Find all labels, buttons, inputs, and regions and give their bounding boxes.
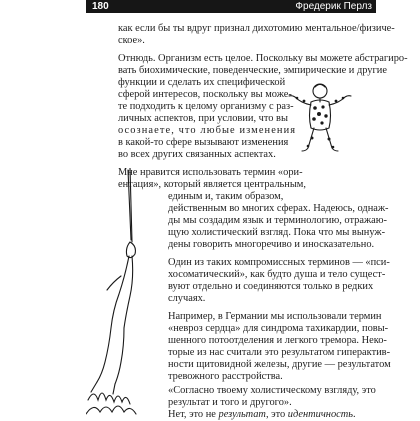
text-line: результат и того и другого». (168, 397, 292, 408)
text-line: единым и, таким образом, (168, 191, 284, 202)
text-line: Нет, это не результат, это идентичность. (168, 409, 356, 420)
text-line: случаях. (168, 293, 206, 304)
text-line: ности щитовидной железы, другие — результатом (168, 359, 391, 370)
text-line: функции и сделать их специфической (118, 77, 286, 88)
text-line: Например, в Германии мы использовали термин (168, 311, 382, 322)
text-line: ское». (118, 35, 145, 46)
text-line: торые из нас считали это результатом гиперактив- (168, 347, 391, 358)
text-line: ды мы создадим язык и терминологию, отражаю- (168, 215, 387, 226)
text-line: как если бы ты вдруг признал дихотомию ментальное/физиче- (118, 23, 395, 34)
text-line: дены говорить многоречиво и иносказательно. (168, 239, 375, 250)
text-line: в какой-то сфере вызывают изменения (118, 137, 289, 148)
text-line: хосоматический», как будто душа и тело сущест- (168, 269, 386, 280)
spotted-figure-illustration (286, 78, 356, 154)
text-line: те подходить к целому организму с раз- (118, 101, 294, 112)
text-line: шенного потоотделения и легкого тремора. Неко- (168, 335, 387, 346)
text-line: во всех других связанных аспектах. (118, 149, 276, 160)
text-line: осознаете, что любые изменения (118, 125, 297, 136)
text-line: щую холистический взгляд. Пока что мы вынуж- (168, 227, 386, 238)
text-line: «невроз сердца» для синдрома тахикардии, повы- (168, 323, 389, 334)
text-line: личных аспектов, при условии, что вы (118, 113, 288, 124)
running-head-author: Фредерик Перлз (295, 1, 372, 12)
text-line: ентация», который является центральным, (118, 179, 306, 190)
text-line: действенным во многих сферах. Надеюсь, однаж- (168, 203, 389, 214)
text-line: вуют отдельно и соединяются только в редких (168, 281, 374, 292)
text-line: вать биохимические, поведенческие, эмпирические и другие (118, 65, 387, 76)
text-line: Мне нравится использовать термин «ори- (118, 167, 303, 178)
text-line: Отнюдь. Организм есть целое. Поскольку вы можете абстрагиро- (118, 53, 408, 64)
text-line: «Согласно твоему холистическому взгляду, это (168, 385, 376, 396)
text-line: тревожного расстройства. (168, 371, 283, 382)
text-line: Один из таких компромиссных терминов — «пси- (168, 257, 390, 268)
text-line: сферой интересов, поскольку вы може- (118, 89, 292, 100)
hanging-figure-illustration (86, 168, 150, 418)
page-number: 180 (92, 1, 109, 12)
